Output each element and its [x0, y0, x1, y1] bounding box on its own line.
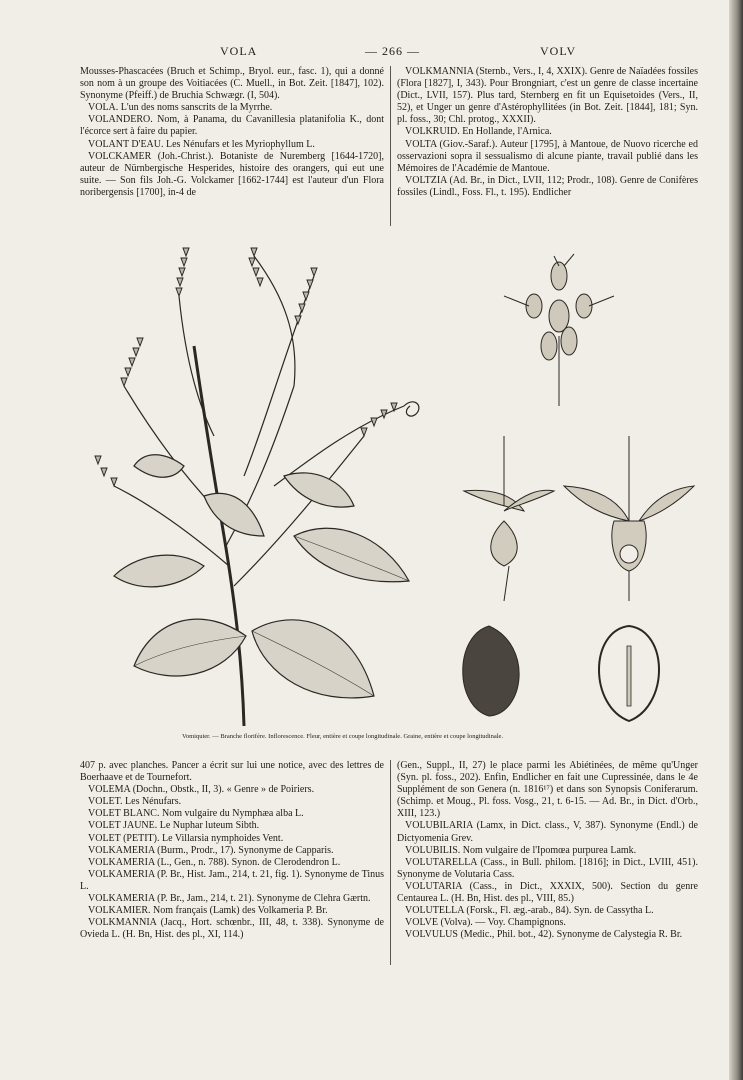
- entry: VOLANDERO. Nom, à Panama, du Cavanillesia platanifolia K., dont l'écorce sert à faire du papier.: [80, 114, 384, 138]
- entry: VOLVE (Volva). — Voy. Champignons.: [405, 917, 566, 929]
- entry: VOLUTARELLA (Cass., in Bull. philom. [1816]; in Dict., LVIII, 451). Synonyme de Volutaria Cass.: [397, 856, 698, 880]
- entry: VOLKAMERIA (L., Gen., n. 788). Synon. de Clerodendron L.: [88, 856, 341, 868]
- page-edge-shadow: [729, 0, 743, 1080]
- entry: VOLUTELLA (Forsk., Fl. æg.-arab., 84). Syn. de Cassytha L.: [405, 905, 654, 917]
- entry: VOLA. L'un des noms sanscrits de la Myrrhe.: [88, 102, 273, 114]
- entry: VOLET. Les Nénufars.: [88, 796, 182, 808]
- entry: VOLKAMIER. Nom français (Lamk) des Volkameria P. Br.: [88, 905, 328, 917]
- column-top-right: [397, 66, 698, 199]
- entry: (Gen., Suppl., II, 27) le place parmi les Abiétinées, de même qu'Unger (Syn. pl. foss., 202). Enfin, Endlicher en fait une Cupressinée, dans le 4e Supplément de son Genera (n. 1816¹⁷) et dans son Synopsis Coniferarum. (Schimp. et Moug., Pl. foss. Vosg., 21, t. 6-15. — Ad. Br., in Dict. d'Orb., XIII, 123.): [397, 760, 698, 820]
- figure-caption: Vomiquier. — Branche florifère. Inflorescence. Fleur, entière et coupe longitudinale. Graine, entière et coupe longitudinale.: [182, 733, 504, 740]
- column-divider-top: [390, 66, 391, 226]
- entry: VOLVULUS (Medic., Phil. bot., 42). Synonyme de Calystegia R. Br.: [405, 929, 683, 941]
- entry: VOLET BLANC. Nom vulgaire du Nymphæa alba L.: [88, 808, 304, 820]
- column-bottom-right: [397, 760, 698, 941]
- entry: VOLKRUID. En Hollande, l'Arnica.: [405, 126, 552, 138]
- entry: 407 p. avec planches. Pancer a écrit sur lui une notice, avec des lettres de Boerhaave et de Tournefort.: [80, 760, 384, 784]
- entry: VOLKMANNIA (Jacq., Hort. schœnbr., III, 48, t. 338). Synonyme de Oviedа L. (H. Bn, Hist. des pl., XI, 114.): [80, 917, 384, 941]
- entry: VOLET (PETIT). Le Villarsia nymphoides Vent.: [88, 832, 284, 844]
- entry: VOLUBILIS. Nom vulgaire de l'Ipomœa purpurea Lamk.: [405, 844, 637, 856]
- entry: VOLKAMERIA (P. Br., Jam., 214, t. 21). Synonyme de Clehra Gærtn.: [88, 893, 371, 905]
- entry: VOLKAMERIA (P. Br., Hist. Jam., 214, t. 21, fig. 1). Synonyme de Tinus L.: [80, 868, 384, 892]
- header-right: VOLV: [540, 44, 577, 58]
- entry: VOLKMANNIA (Sternb., Vers., I, 4, XXIX). Genre de Naïadées fossiles (Flora [1827], I, 343). Pour Brongniart, c'est un genre de classe incertaine (Dict., LVII, 157). Plus tard, Sternberg en fit un Equisetoides (Vers., II, 52), et Unger un genre d'Astérophyllitées (in Bot. Zeit. [1844], 181; Syn. pl. foss., 30; Chl. protog., XXXII).: [397, 66, 698, 126]
- entry: VOLTZIA (Ad. Br., in Dict., LVII, 112; Prodr., 108). Genre de Conifères fossiles (Lindl., Foss. Fl., t. 195). Endlicher: [397, 174, 698, 198]
- botanical-illustration: [84, 236, 702, 728]
- column-top-left: [80, 66, 384, 199]
- header-left: VOLA: [220, 44, 258, 58]
- entry: VOLCKAMER (Joh.-Christ.). Botaniste de Nuremberg [1644-1720], auteur de Nürnbergische Hesperides, histoire des orangers, qui eut une suite. — Son fils Joh.-G. Volckamer [1662-1744] est l'auteur d'un Flora noribergensis [1700], in-4 de: [80, 150, 384, 198]
- column-bottom-left: [80, 760, 384, 941]
- entry: VOLKAMERIA (Burm., Prodr., 17). Synonyme de Capparis.: [88, 844, 334, 856]
- page-number: — 266 —: [365, 44, 420, 58]
- running-header: [80, 44, 696, 60]
- entry: Mousses-Phascacées (Bruch et Schimp., Bryol. eur., fasc. 1), qui a donné son nom à un groupe des Voitiacées (C. Muell., in Bot. Zeit. [1847], 102). Synonyme (Pfeiff.) de Bruchia Schwægr. (I, 504).: [80, 66, 384, 102]
- entry: VOLEMA (Dochn., Obstk., II, 3). « Genre » de Poiriers.: [88, 784, 315, 796]
- entry: VOLUBILARIA (Lamx, in Dict. class., V, 387). Synonyme (Endl.) de Dictyomenia Grev.: [397, 820, 698, 844]
- column-divider-bottom: [390, 760, 391, 965]
- entry: VOLTA (Giov.-Saraf.). Auteur [1795], à Mantoue, de Nuovo ricerche ed osservazioni sopra il sessualismo di alcune piante, travail publié dans les Mémoires de l'Académie de Mantoue.: [397, 138, 698, 174]
- entry: VOLUTARIA (Cass., in Dict., XXXIX, 500). Section du genre Centaurea L. (H. Bn, Hist. des pl., VIII, 85.): [397, 880, 698, 905]
- entry: VOLANT D'EAU. Les Nénufars et les Myriophyllum L.: [88, 138, 315, 150]
- entry: VOLET JAUNE. Le Nuphar luteum Sibth.: [88, 820, 260, 832]
